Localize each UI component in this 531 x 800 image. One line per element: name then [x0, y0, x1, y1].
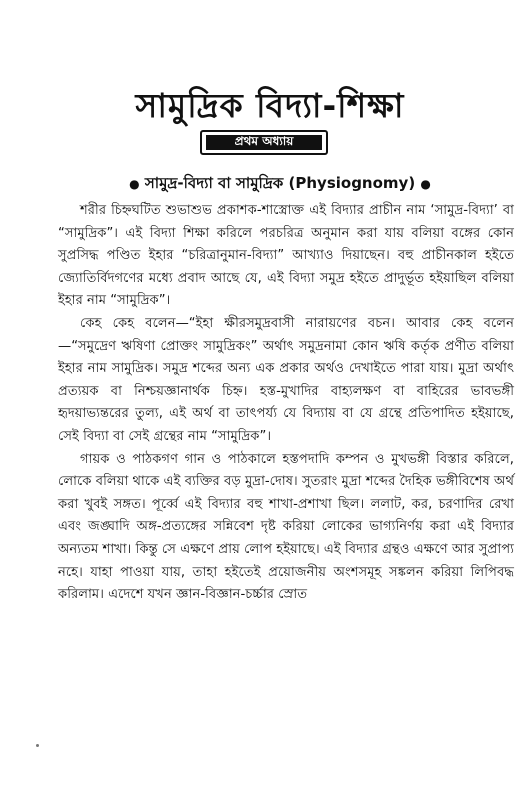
- page-title: সামুদ্রিক বিদ্যা-শিক্ষা: [135, 86, 405, 125]
- chapter-label-box: [200, 130, 328, 155]
- margin-dot: [36, 744, 39, 747]
- bullet-icon: ●: [420, 177, 431, 191]
- section-heading: [60, 172, 500, 197]
- paragraph: কেহ কেহ বলেন—“ইহা ক্ষীরসমুদ্রবাসী নারায়ণের বচন। আবার কেহ বলেন—“সমুদ্রেণ ঋষিণা প্রোক্তং সামুদ্রিকং” অর্থাৎ সমুদ্রনামা কোন ঋষি কর্তৃক প্রণীত বলিয়া ইহার নাম সামুদ্রিক। সমুদ্র শব্দের অন্য এক প্রকার অর্থও দেখাইতে পারা যায়। মুদ্রা অর্থাৎ প্রত্যয়ক বা নিশ্চয়জ্ঞানার্থক চিহ্ন। হস্ত-মুখাদির বাহ্যলক্ষণ বা বাহিরের ভাবভঙ্গী হৃদয়াভ্যন্তরের তুল্য, এই অর্থ বা তাৎপর্য্য যে বিদ্যায় বা যে গ্রন্থে প্রতিপাদিত হইয়াছে, সেই বিদ্যা বা সেই গ্রন্থের নাম “সামুদ্রিক”।: [58, 315, 515, 444]
- paragraph: গায়ক ও পাঠকগণ গান ও পাঠকালে হস্তপদাদি কম্পন ও মুখভঙ্গী বিস্তার করিলে, লোকে বলিয়া থাকে এই ব্যক্তির বড় মুদ্রা-দোষ। সুতরাং মুদ্রা শব্দের দৈহিক ভঙ্গীবিশেষ অর্থ করা খুবই সঙ্গত। পূর্ব্বে এই বিদ্যার বহু শাখা-প্রশাখা ছিল। ললাট, কর, চরণাদির রেখা এবং জঙ্ঘাদি অঙ্গ-প্রত্যঙ্গের সন্নিবেশ দৃষ্ট করিয়া লোকের ভাগ্যনির্ণয় করা এই বিদ্যার অন্যতম শাখা। কিন্তু সে এক্ষণে প্রায় লোপ হইয়াছে। এই বিদ্যার গ্রন্থও এক্ষণে আর সুপ্রাপ্য নহে। যাহা পাওয়া যায়, তাহা হইতেই প্রয়োজনীয় অংশসমূহ সঙ্কলন করিয়া লিপিবদ্ধ করিলাম। এদেশে যখন জ্ঞান-বিজ্ঞান-চর্চ্চার স্রোত: [58, 451, 514, 603]
- chapter-label: প্রথম অধ্যায়: [206, 135, 322, 150]
- section-heading-text: সামুদ্র-বিদ্যা বা সামুদ্রিক (Physiognomy): [144, 174, 416, 192]
- body-text: [58, 200, 514, 607]
- paragraph: শরীর চিহ্নঘটিত শুভাশুভ প্রকাশক-শাস্ত্রোক্ত এই বিদ্যার প্রাচীন নাম ‘সামুদ্র-বিদ্যা’ বা “সামুদ্রিক”। এই বিদ্যা শিক্ষা করিলে পরচরিত্র অনুমান করা যায় বলিয়া বঙ্গের কোন সুপ্রসিদ্ধ পণ্ডিত ইহার “চরিত্রানুমান-বিদ্যা” আখ্যাও দিয়াছেন। বহু প্রাচীনকাল হইতে জ্যোতির্বিদগণের মধ্যে প্রবাদ আছে যে, এই বিদ্যা সমুদ্র হইতে প্রাদুর্ভূত হইয়াছিল বলিয়া ইহার নাম “সামুদ্রিক”।: [58, 203, 514, 309]
- bullet-icon: ●: [129, 177, 140, 191]
